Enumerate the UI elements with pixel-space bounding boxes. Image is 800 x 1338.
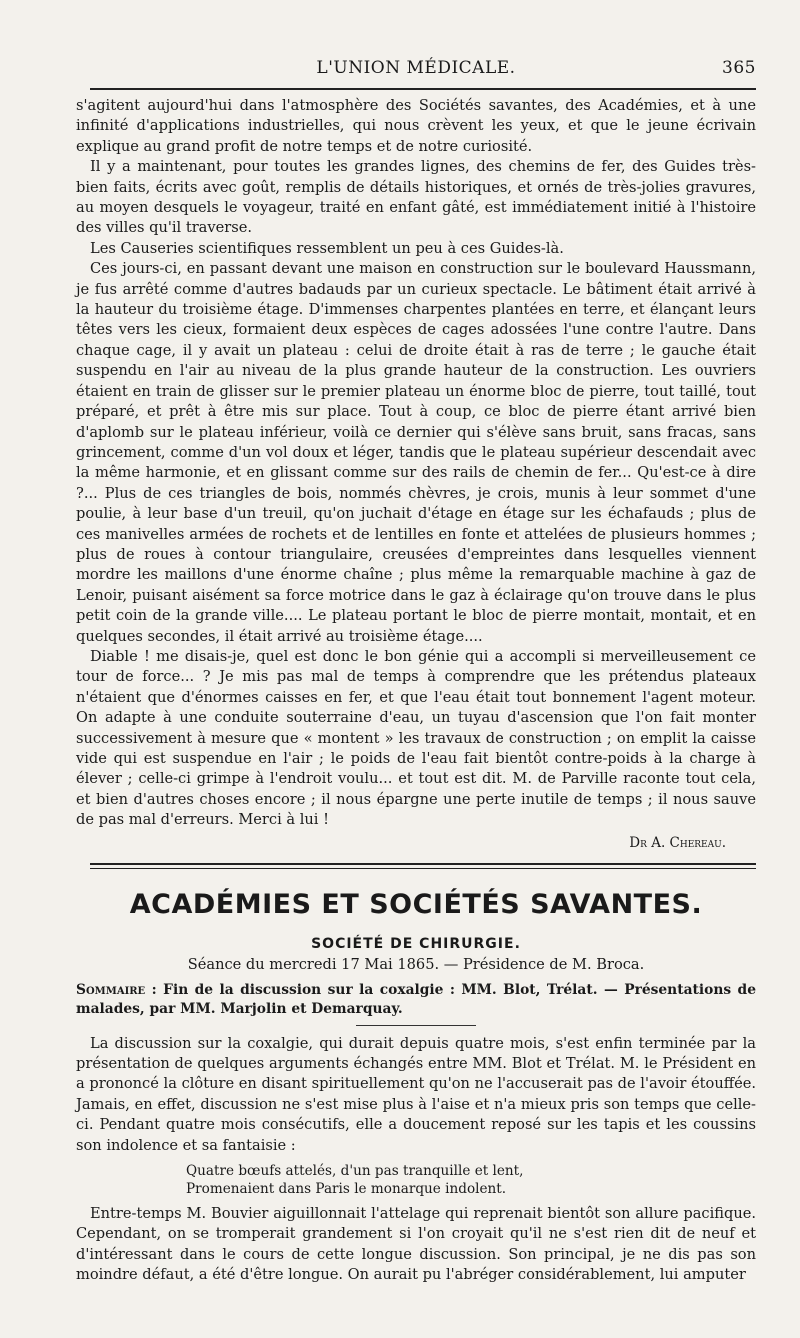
verse-quote [186, 1162, 756, 1198]
article-paragraph-1: s'agitent aujourd'hui dans l'atmosphère des Sociétés savantes, des Académies, et à une infinité d'applications industrielles, qui nous crèvent les yeux, et que le jeune écrivain explique au grand profit de notre temps et de notre curiosité. [76, 97, 756, 155]
verse-line-1: Quatre bœufs attelés, d'un pas tranquille et lent, [186, 1163, 524, 1180]
verse-line-2: Promenaient dans Paris le monarque indolent. [186, 1181, 507, 1198]
section-paragraph-1: La discussion sur la coxalgie, qui durait depuis quatre mois, s'est enfin terminée par la présentation de quelques arguments échangés entre MM. Blot et Trélat. M. le Président en a prononcé la clôture en disant spirituellement qu'on ne l'accuserait pas de l'avoir étouffée. Jamais, en effet, discussion ne s'est mise plus à l'aise et n'a mieux pris son temps que celle-ci. Pendant quatre mois consécutifs, elle a doucement reposé sur les tapis et les coussins son indolence et sa fantaisie : [76, 1034, 756, 1154]
summary-label: Sommaire : [76, 981, 157, 998]
summary-text: Fin de la discussion sur la coxalgie : MM. Blot, Trélat. — Présentations de malades, par MM. Marjolin et Demarquay. [76, 981, 756, 1017]
author-signature: Dr A. Chereau. [629, 834, 726, 851]
article-paragraph-2: Il y a maintenant, pour toutes les grandes lignes, des chemins de fer, des Guides très-bien faits, écrits avec goût, remplis de détails historiques, et ornés de très-jolies gravures, au moyen desquels le voyageur, traité en enfant gâté, est immédiatement initié à l'histoire des villes qu'il traverse. [76, 158, 756, 237]
section-body [76, 1034, 756, 1286]
summary-rule [356, 1025, 476, 1026]
society-title: SOCIÉTÉ DE CHIRURGIE. [311, 935, 521, 952]
article-body [76, 96, 756, 831]
article-paragraph-4: Ces jours-ci, en passant devant une maison en construction sur le boulevard Haussmann, je fus arrêté comme d'autres badauds par un curieux spectacle. Le bâtiment était arrivé à la hauteur du troisième étage. D'immenses charpentes plantées en terre, et élançant leurs têtes vers les cieux, formaient deux espèces de cages adossées l'une contre l'autre. Dans chaque cage, il y avait un plateau : celui de droite était à ras de terre ; le gauche était suspendu en l'air au niveau de la plus grande hauteur de la construction. Les ouvriers étaient en train de glisser sur le premier plateau un énorme bloc de pierre, tout taillé, tout préparé, et prêt à être mis sur place. Tout à coup, ce bloc de pierre étant arrivé bien d'aplomb sur le plateau inférieur, voilà ce dernier qui s'élève sans bruit, sans fracas, sans grincement, comme d'un vol doux et léger, tandis que le plateau supérieur descendait avec la même harmonie, et en glissant comme sur des rails de chemin de fer... Qu'est-ce à dire ?... Plus de ces triangles de bois, nommés chèvres, je crois, munis à leur sommet d'une poulie, à leur base d'un treuil, qu'on juchait d'étage en étage sur les échafauds ; plus de ces manivelles armées de rochets et de lentilles en fonte et attelées de plusieurs hommes ; plus de roues à contour triangulaire, creusées d'empreintes dans lesquelles viennent mordre les maillons d'une énorme chaîne ; plus même la remarquable machine à gaz de Lenoir, puisant aisément sa force motrice dans le gaz à éclairage qu'on trouve dans le plus petit coin de la grande ville.... Le plateau portant le bloc de pierre montait, montait, et en quelques secondes, il était arrivé au troisième étage.... [76, 260, 756, 645]
running-head [76, 58, 756, 88]
journal-title: L'UNION MÉDICALE. [316, 58, 516, 78]
section-rule-thick [90, 863, 756, 865]
section-rule-thin [90, 868, 756, 869]
section-paragraph-2: Entre-temps M. Bouvier aiguillonnait l'attelage qui reprenait bientôt son allure pacifique. Cependant, on se tromperait grandement si l'on croyait qu'il ne s'est rien dit de neuf et d'intéressant dans le cours de cette longue discussion. Son principal, je ne dis pas son moindre défaut, a été d'être longue. On aurait pu l'abréger considérablement, lui amputer [76, 1205, 756, 1284]
article-paragraph-3: Les Causeries scientifiques ressemblent un peu à ces Guides-là. [90, 239, 564, 257]
section-title: ACADÉMIES ET SOCIÉTÉS SAVANTES. [129, 888, 703, 920]
page-number: 365 [722, 58, 756, 78]
header-rule [90, 88, 756, 90]
article-paragraph-5: Diable ! me disais-je, quel est donc le bon génie qui a accompli si merveilleusement ce tour de force... ? Je mis pas mal de temps à comprendre que les prétendus plateaux n'étaient que d'énormes caisses en fer, et que l'eau était tout bonnement l'agent moteur. On adapte à une conduite souterraine d'eau, un tuyau d'ascension que l'on fait monter successivement à mesure que « montent » les travaux de construction ; on emplit la caisse vide qui est suspendue en l'air ; le poids de l'eau fait bientôt contre-poids à la charge à élever ; celle-ci grimpe à l'endroit voulu... et tout est dit. M. de Parville raconte tout cela, et bien d'autres choses encore ; il nous épargne une perte inutile de temps ; il nous sauve de pas mal d'erreurs. Merci à lui ! [76, 647, 756, 829]
session-summary [76, 981, 756, 1019]
session-line: Séance du mercredi 17 Mai 1865. — Présidence de M. Broca. [187, 955, 645, 973]
